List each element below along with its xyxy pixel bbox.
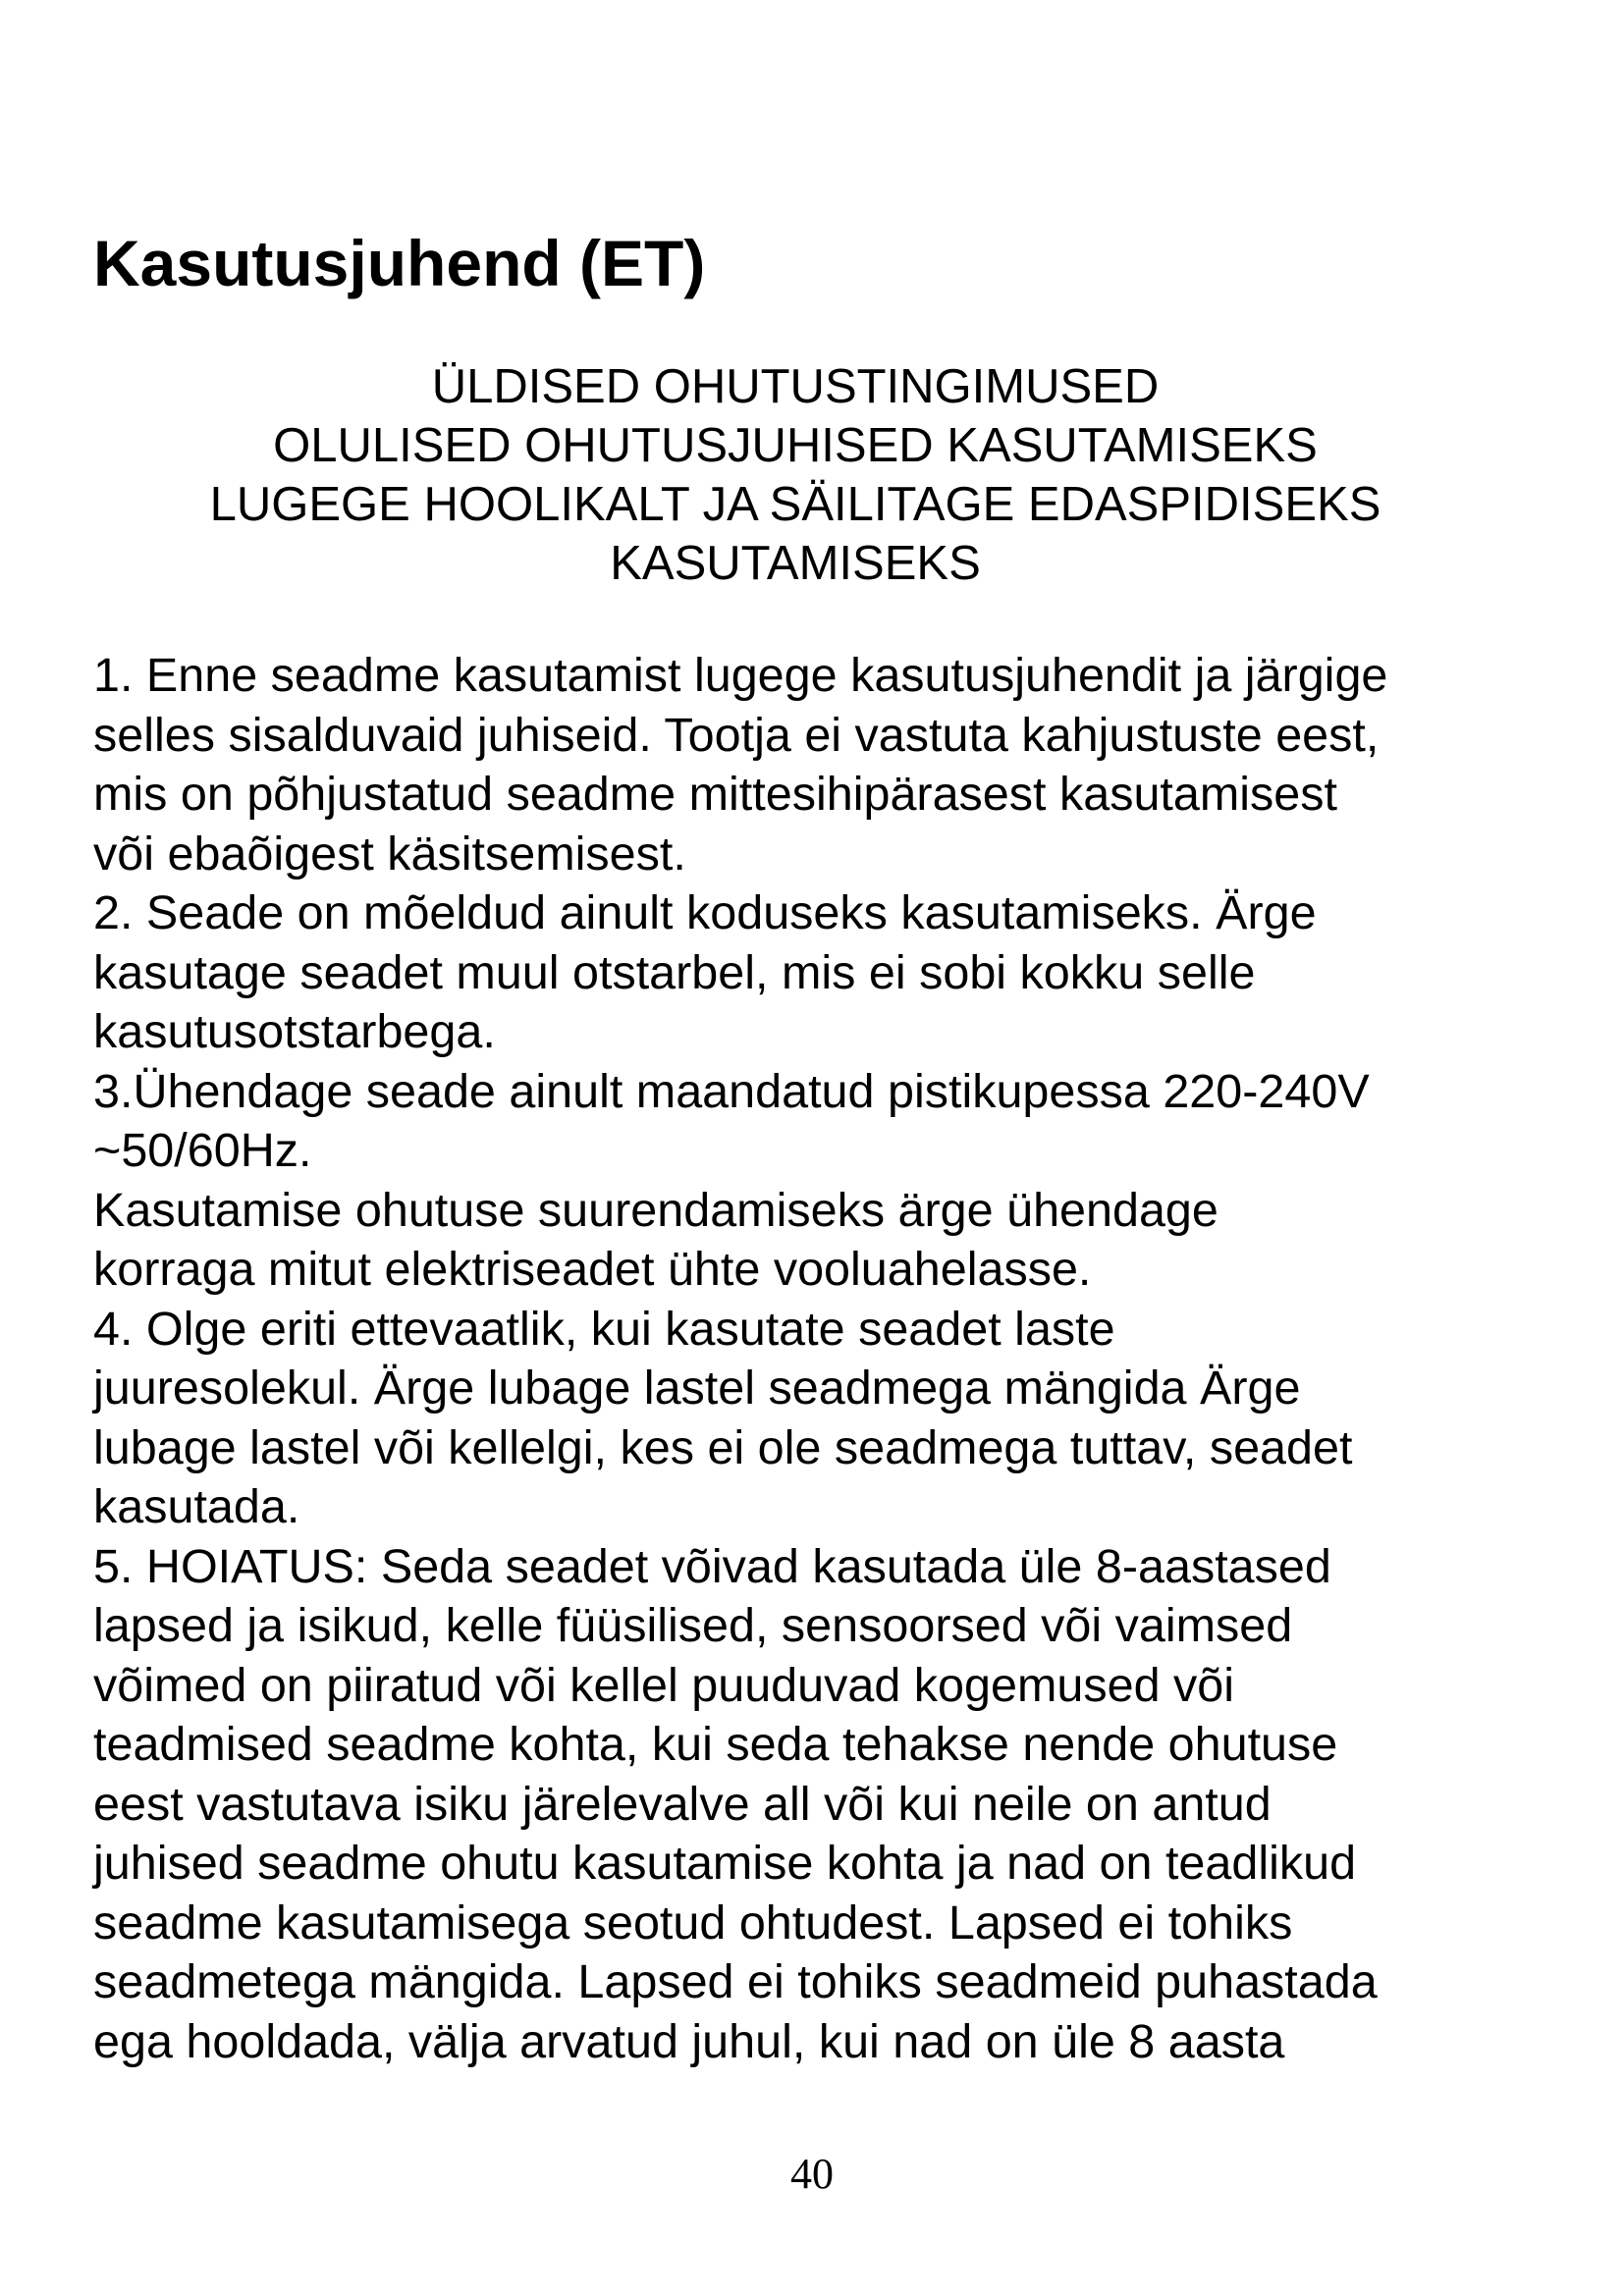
body-line: 5. HOIATUS: Seda seadet võivad kasutada üle 8-aastased: [93, 1539, 1331, 1593]
instructions-body: [93, 646, 1546, 2071]
body-line: kasutusotstarbega.: [93, 1005, 496, 1058]
body-line: eest vastutava isiku järelevalve all või kui neile on antud: [93, 1777, 1272, 1831]
heading-line: OLULISED OHUTUSJUHISED KASUTAMISEKS: [273, 419, 1318, 472]
body-line: seadmetega mängida. Lapsed ei tohiks seadmeid puhastada: [93, 1955, 1378, 2008]
body-line: või ebaõigest käsitsemisest.: [93, 827, 686, 881]
body-line: ega hooldada, välja arvatud juhul, kui nad on üle 8 aasta: [93, 2014, 1285, 2068]
heading-line: LUGEGE HOOLIKALT JA SÄILITAGE EDASPIDISEKS: [209, 478, 1381, 531]
safety-headings: [93, 357, 1497, 593]
body-line: Kasutamise ohutuse suurendamiseks ärge ühendage: [93, 1183, 1218, 1237]
body-line: seadme kasutamisega seotud ohtudest. Lapsed ei tohiks: [93, 1896, 1293, 1949]
page-title: Kasutusjuhend (ET): [93, 227, 706, 299]
page-number: 40: [790, 2150, 834, 2198]
body-line: kasutada.: [93, 1480, 300, 1533]
body-line: lapsed ja isikud, kelle füüsilised, sensoorsed või vaimsed: [93, 1599, 1293, 1652]
body-line: juhised seadme ohutu kasutamise kohta ja nad on teadlikud: [93, 1837, 1357, 1890]
body-line: juuresolekul. Ärge lubage lastel seadmega mängida Ärge: [93, 1362, 1301, 1415]
body-line: ~50/60Hz.: [93, 1124, 312, 1177]
body-line: 4. Olge eriti ettevaatlik, kui kasutate seadet laste: [93, 1302, 1115, 1356]
body-line: 1. Enne seadme kasutamist lugege kasutusjuhendit ja järgige: [93, 649, 1388, 702]
body-line: 2. Seade on mõeldud ainult koduseks kasutamiseks. Ärge: [93, 886, 1317, 939]
heading-line: ÜLDISED OHUTUSTINGIMUSED: [431, 360, 1160, 413]
body-line: korraga mitut elektriseadet ühte vooluahelasse.: [93, 1243, 1092, 1296]
heading-line: KASUTAMISEKS: [610, 537, 981, 590]
body-line: mis on põhjustatud seadme mittesihipärasest kasutamisest: [93, 768, 1337, 821]
body-line: kasutage seadet muul otstarbel, mis ei sobi kokku selle: [93, 945, 1256, 999]
body-line: selles sisalduvaid juhiseid. Tootja ei vastuta kahjustuste eest,: [93, 708, 1380, 762]
body-line: võimed on piiratud või kellel puuduvad kogemused või: [93, 1658, 1235, 1712]
body-line: lubage lastel või kellelgi, kes ei ole seadmega tuttav, seadet: [93, 1420, 1353, 1474]
body-line: 3.Ühendage seade ainult maandatud pistikupessa 220-240V: [93, 1064, 1370, 1118]
body-line: teadmised seadme kohta, kui seda tehakse nende ohutuse: [93, 1718, 1338, 1771]
